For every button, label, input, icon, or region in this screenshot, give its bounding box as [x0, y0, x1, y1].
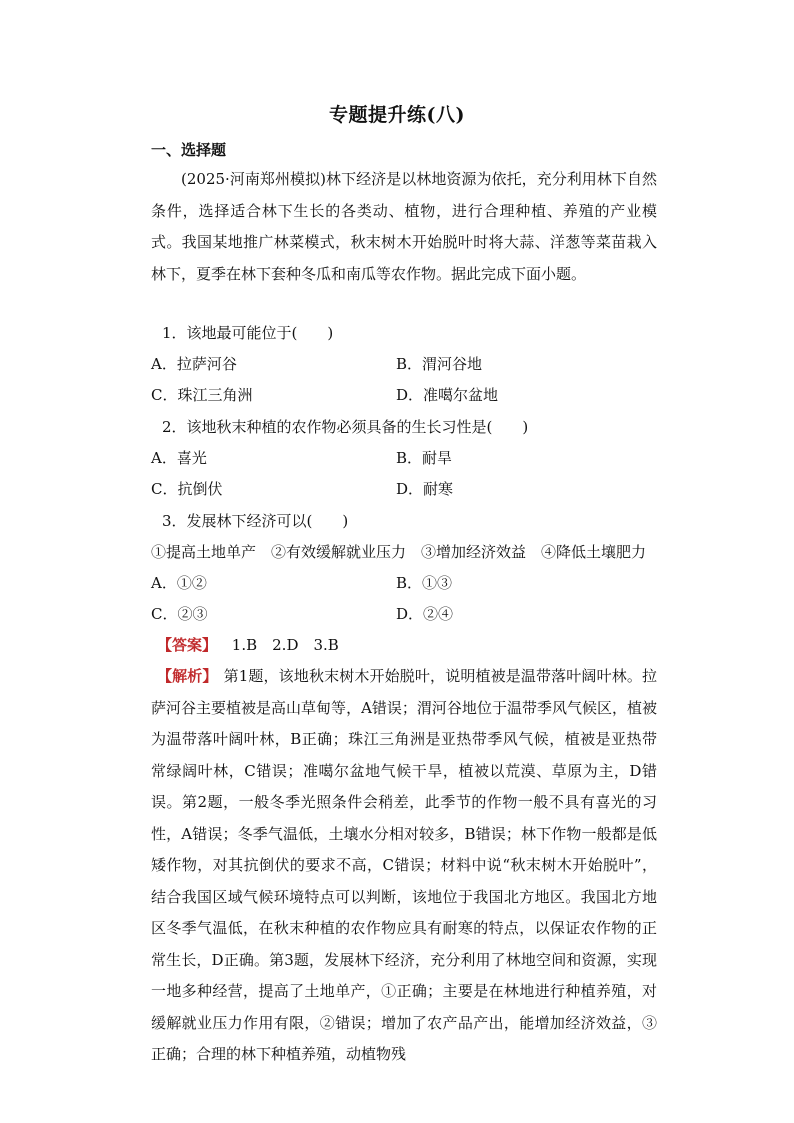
analysis-label: 【解析】 — [157, 667, 218, 685]
question-1-option-d: D．准噶尔盆地 — [396, 386, 499, 404]
answer-label: 【答案】 — [157, 636, 218, 654]
question-1-option-b: B．渭河谷地 — [396, 355, 483, 373]
analysis-text: 第1题，该地秋末树木开始脱叶，说明植被是温带落叶阔叶林。拉萨河谷主要植被是高山草甸等，A错误；渭河谷地位于温带季风气候区，植被为温带落叶阔叶林，B正确；珠江三角洲是亚热带季风气候，植被是亚热带常绿阔叶林，C错误；准噶尔盆地气候干旱，植被以荒漠、草原为主，D错误。第2题，一般冬季光照条件会稍差，此季节的作物一般不具有喜光的习性，A错误；冬季气温低，土壤水分相对较多，B错误；林下作物一般都是低矮作物，对其抗倒伏的要求不高，C错误；材料中说“秋末树木开始脱叶”，结合我国区域气候环境特点可以判断，该地位于我国北方地区。我国北方地区冬季气温低，在秋末种植的农作物应具有耐寒的特点，以保证农作物的正常生长，D正确。第3题，发展林下经济，充分利用了林地空间和资源，实现一地多种经营，提高了土地单产，①正确；主要是在林地进行种植养殖，对缓解就业压力作用有限，②错误；增加了农产品产出，能增加经济效益，③正确；合理的林下种植养殖，动植物残 — [151, 667, 657, 1063]
question-2-option-a: A．喜光 — [151, 449, 207, 467]
question-2-option-b: B．耐旱 — [396, 449, 453, 467]
section-heading: 一、选择题 — [151, 141, 227, 159]
page-title: 专题提升练(八) — [329, 104, 465, 126]
question-3-option-a: A．①② — [151, 574, 207, 592]
intro-paragraph: (2025·河南郑州模拟)林下经济是以林地资源为依托，充分利用林下自然条件，选择适合林下生长的各类动、植物，进行合理种植、养殖的产业模式。我国某地推广林菜模式，秋末树木开始脱叶时将大蒜、洋葱等菜苗栽入林下，夏季在林下套种冬瓜和南瓜等农作物。据此完成下面小题。 — [151, 170, 657, 283]
answer-text: 1.B 2.D 3.B — [231, 636, 339, 654]
question-2-option-d: D．耐寒 — [396, 480, 454, 498]
question-3-option-b: B．①③ — [396, 574, 453, 592]
answer-line — [157, 634, 339, 655]
question-1-option-a: A．拉萨河谷 — [151, 355, 237, 373]
question-2-option-c: C．抗倒伏 — [151, 480, 223, 498]
question-3-option-c: C．②③ — [151, 605, 208, 623]
question-3-statements: ①提高土地单产 ②有效缓解就业压力 ③增加经济效益 ④降低土壤肥力 — [151, 543, 647, 561]
analysis-paragraph — [151, 661, 657, 1071]
question-2-stem: 2．该地秋末种植的农作物必须具备的生长习性是( ) — [162, 418, 529, 436]
question-3-stem: 3．发展林下经济可以( ) — [162, 512, 349, 530]
question-1-stem: 1．该地最可能位于( ) — [162, 324, 334, 342]
question-1-option-c: C．珠江三角洲 — [151, 386, 253, 404]
question-3-option-d: D．②④ — [396, 605, 454, 623]
